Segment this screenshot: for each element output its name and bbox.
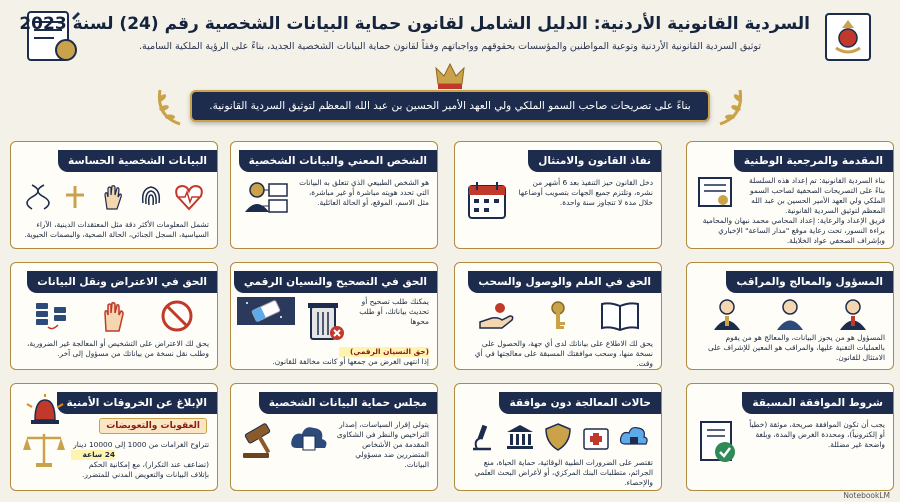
user-profile-icon	[239, 178, 291, 226]
card-text: فريق الإعداد والرعاية: إعداد المحامي محمد نبهان والمحامية براءة النسور، تحت رعاية موقع "مدار الساعة" الإخباري وبإشراف الصحفي عواد الخلايلة.	[702, 216, 885, 245]
supervisor-person-icon	[710, 297, 744, 331]
cloud-document-icon	[289, 420, 329, 460]
card-title: حالات المعالجة دون موافقة	[499, 392, 661, 414]
prohibited-icon	[160, 299, 194, 333]
icon-row	[695, 295, 885, 333]
card-title: البيانات الشخصية الحساسة	[58, 150, 217, 172]
card-processing-without-consent	[454, 383, 662, 491]
card-data-protection-council	[230, 383, 438, 491]
certificate-icon	[695, 176, 735, 210]
bank-icon	[505, 422, 535, 452]
card-prior-consent	[686, 383, 894, 491]
page-subtitle: توثيق السردية القانونية الأردنية وتوعية المواطنين والمؤسسات بحقوقهم وواجباتهم وفقاً لقانون حماية البيانات الشخصية الجديد، بناءً على الرؤية الملكية السامية.	[139, 41, 761, 52]
eraser-icon	[237, 297, 295, 325]
religious-symbol-icon	[61, 183, 89, 211]
card-title: الحق في العلم والوصول والسحب	[468, 271, 661, 293]
card-breach-reporting	[10, 383, 218, 491]
header	[0, 0, 900, 140]
scales-of-justice-icon	[21, 430, 67, 468]
open-book-icon	[600, 300, 640, 332]
card-text: المسؤول هو من يحوز البيانات، والمعالج هو من يقوم بالعمليات التقنية عليها، والمراقب هو المعين للإشراف على الامتثال للقانون.	[707, 333, 885, 362]
card-introduction	[686, 141, 894, 249]
card-title: الإبلاغ عن الخروقات الأمنية	[57, 392, 218, 414]
icon-row	[19, 178, 209, 216]
card-title: الحق في الاعتراض ونقل البيانات	[27, 271, 217, 293]
alarm-siren-icon	[25, 394, 65, 424]
crown-emblem-icon	[432, 60, 468, 92]
card-text: يحق لك الاطلاع على بياناتك لدى أي جهة، والحصول على نسخة منها، وسحب موافقتك المسبقة على معالجتها في أي وقت.	[474, 339, 653, 368]
card-sensitive-data	[10, 141, 218, 249]
notebooklm-watermark: NotebookLM	[843, 491, 890, 500]
laurel-left-icon	[150, 84, 194, 128]
royal-crest-icon	[818, 8, 878, 64]
trash-bin-icon	[303, 299, 345, 343]
icon-row	[463, 418, 653, 456]
card-title: الشخص المعني والبيانات الشخصية	[239, 150, 437, 172]
card-text: تشمل المعلومات الأكثر دقة مثل المعتقدات الدينية، الآراء السياسية، السجل الجنائي، الحالة الصحية، والبصمات الحيوية.	[24, 220, 209, 239]
icon-row	[463, 297, 653, 335]
card-objection-right	[10, 262, 218, 370]
card-highlight: 24 ساعة	[71, 450, 115, 460]
card-roles	[686, 262, 894, 370]
calendar-icon	[465, 178, 509, 222]
card-data-subject	[230, 141, 438, 249]
hand-giving-icon	[476, 300, 516, 332]
card-rectification-right	[230, 262, 438, 370]
card-text: يمكنك طلب تصحيح أو تحديث بياناتك، أو طلب محوها	[359, 297, 429, 326]
shield-icon	[543, 422, 573, 452]
card-text: يحق لك الاعتراض على التشخيص أو المعالجة غير الضرورية، وطلب نقل نسخة من بياناتك من مسؤول إلى آخر.	[27, 339, 209, 358]
royal-banner: بناءً على تصريحات صاحب السمو الملكي ولي العهد الأمير الحسين بن عبد الله المعظم لتوثيق السردية القانونية.	[190, 90, 710, 122]
card-highlight: (حق النسيان الرقمي)	[339, 347, 429, 357]
gavel-icon	[239, 420, 289, 460]
stop-hand-icon	[97, 299, 131, 333]
card-text: هو الشخص الطبيعي الذي تتعلق به البيانات التي تحدد هويته مباشرة أو غير مباشرة، مثل الاسم، الموقع، أو الحالة العائلية.	[299, 178, 429, 207]
checked-document-icon	[697, 420, 739, 466]
card-text: دخل القانون حيز التنفيذ بعد 6 أشهر من نشره، وتلتزم جميع الجهات بتصويب أوضاعها خلال مدة لا تتجاوز سنة واحدة.	[518, 178, 653, 207]
card-text: يجب أن تكون الموافقة صريحة، موثقة (خطياً أو إلكترونياً)، ومحددة الغرض والمدة، وبلغة واضحة غير مضللة.	[749, 420, 885, 449]
penalties-subheading: العقوبات والتعويضات	[99, 418, 207, 434]
card-title: مجلس حماية البيانات الشخصية	[259, 392, 437, 414]
card-title: المقدمة والمرجعية الوطنية	[734, 150, 893, 172]
card-title: نفاذ القانون والامتثال	[528, 150, 661, 172]
cloud-lock-icon	[619, 422, 649, 452]
card-title: شروط الموافقة المسبقة	[742, 392, 893, 414]
handprint-icon	[99, 183, 127, 211]
card-text: (تضاعف عند التكرار)، مع إمكانية الحكم بإتلاف البيانات والتعويض المدني للمتضرر.	[82, 460, 209, 479]
fingerprint-icon	[137, 183, 165, 211]
processor-person-icon	[773, 297, 807, 331]
controller-person-icon	[836, 297, 870, 331]
heartbeat-icon	[174, 183, 204, 211]
dna-icon	[24, 183, 52, 211]
card-text: إذا انتهى الغرض من جمعها أو كانت مخالفة للقانون.	[272, 357, 429, 366]
card-title: الحق في التصحيح والنسيان الرقمي	[234, 271, 437, 293]
laurel-right-icon	[706, 84, 750, 128]
microscope-icon	[467, 422, 497, 452]
page-title: السردية القانونية الأردنية: الدليل الشامل لقانون حماية البيانات الشخصية رقم (24) لسنة 2023	[19, 14, 810, 34]
card-enforcement	[454, 141, 662, 249]
card-access-right	[454, 262, 662, 370]
server-transfer-icon	[34, 299, 68, 333]
card-text: بناء السردية القانونية: تم إعداد هذه السلسلة بناءً على التصريحات الصحفية لصاحب السمو الملكي ولي العهد الأمير الحسين بن عبد الله المعظم لتوثيق السردية القانونية.	[749, 176, 885, 215]
card-text: تقتصر على الضرورات الطبية الوقائية، حماية الحياة، منع الجرائم، متطلبات البنك المركزي، أو لأغراض البحث العلمي والإحصاء.	[474, 458, 653, 487]
medical-kit-icon	[581, 422, 611, 452]
card-text: يتولى إقرار السياسات، إصدار التراخيص والنظر في الشكاوى المقدمة من الأشخاص المتضررين ضد مسؤولي البيانات.	[336, 420, 429, 469]
key-icon	[543, 300, 573, 332]
card-text: تتراوح الغرامات من 1000 إلى 10000 دينار	[73, 440, 209, 449]
icon-row	[19, 297, 209, 335]
card-title: المسؤول والمعالج والمراقب	[726, 271, 893, 293]
